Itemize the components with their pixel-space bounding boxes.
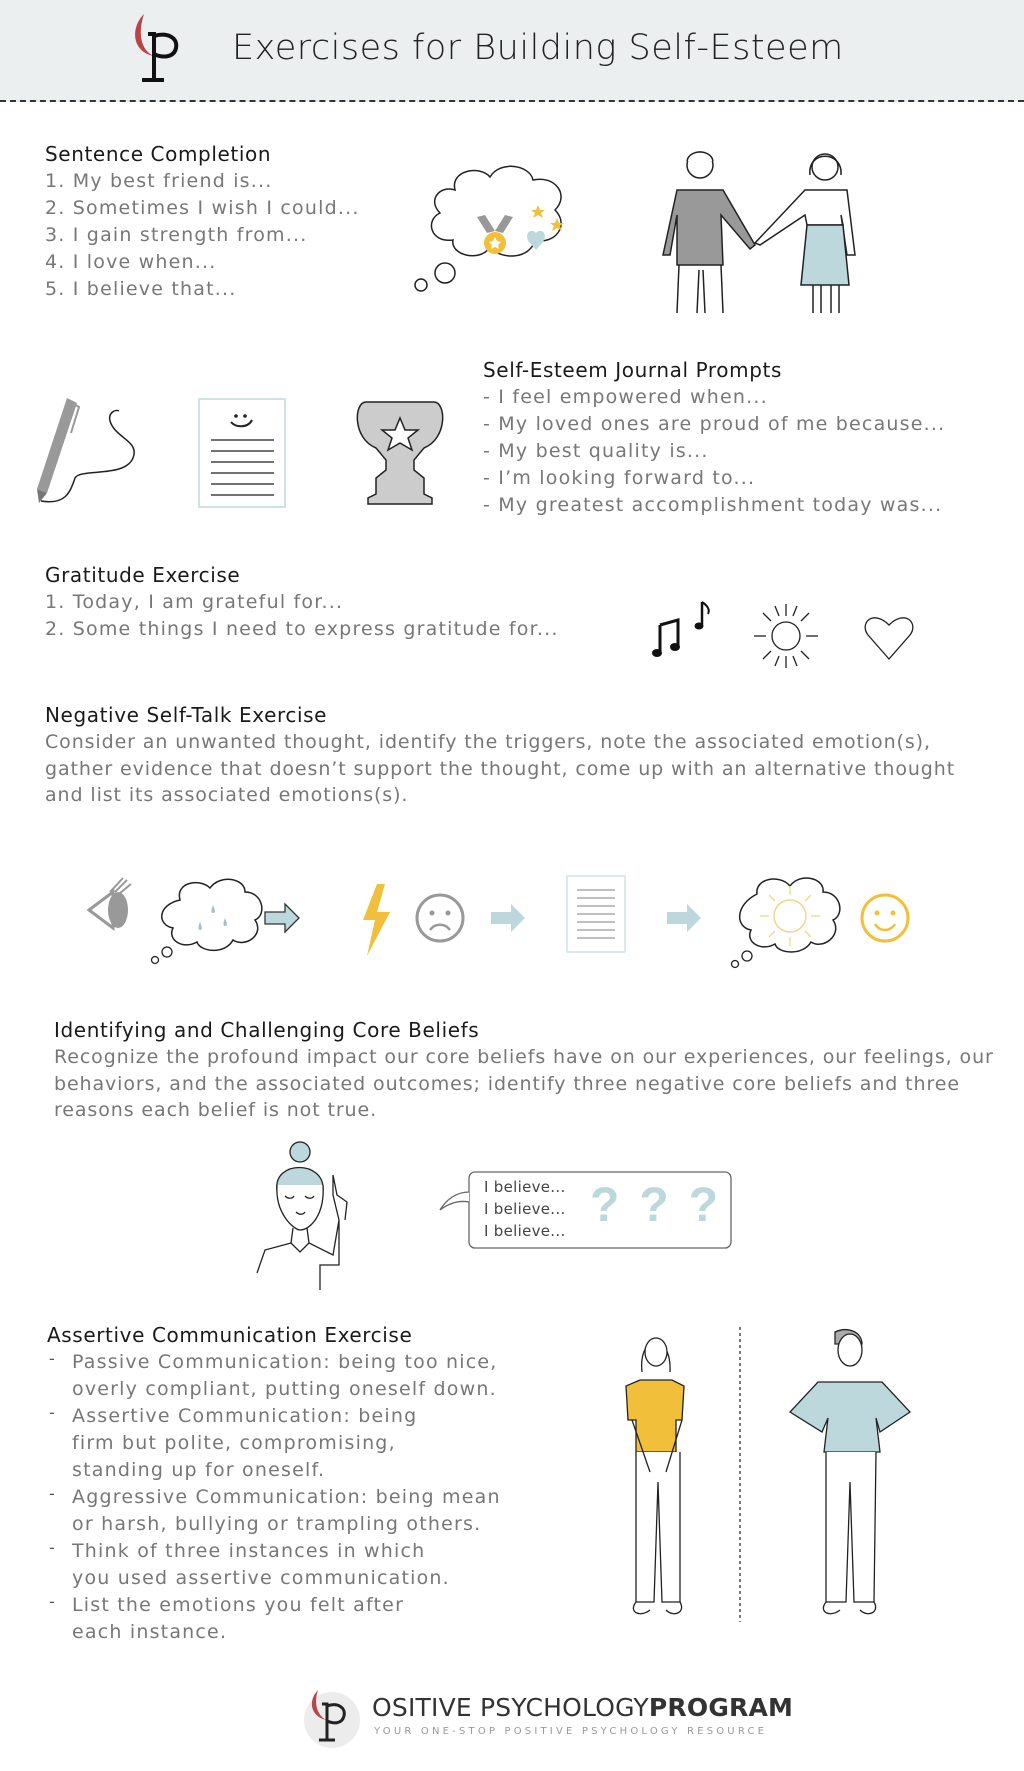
belief-lines <box>484 1176 566 1242</box>
section-gratitude <box>45 563 559 643</box>
happy-face-icon <box>862 895 908 941</box>
section-sentence-completion <box>45 142 360 303</box>
list-item: 1. My best friend is... <box>45 170 273 192</box>
couple-holding-hands-illustration <box>655 145 865 315</box>
list-item: - Aggressive Communication: being mean or harsh, bullying or trampling others. <box>47 1484 501 1538</box>
list-item: - Passive Communication: being too nice, overly compliant, putting oneself down. <box>47 1349 501 1403</box>
list-item: - My best quality is... <box>483 440 709 462</box>
sunny-cloud-icon <box>732 878 840 967</box>
sun-icon <box>750 600 822 672</box>
trophy-star-icon <box>352 398 448 506</box>
list-item: - I feel empowered when... <box>483 386 768 408</box>
psi-logo-icon <box>128 12 188 88</box>
question-marks-icon: ??? <box>590 1179 738 1232</box>
list-item: 1. Today, I am grateful for... <box>45 591 344 613</box>
list-item: - I’m looking forward to... <box>483 467 756 489</box>
header-banner <box>0 0 1024 102</box>
section-body: Recognize the profound impact our core beliefs have on our experiences, our feelings, our behaviors, and the associated outcomes; identify three negative core beliefs and three reasons each belief is not true. <box>54 1046 994 1121</box>
list-item: 3. I gain strength from... <box>45 224 308 246</box>
section-title: Assertive Communication Exercise <box>47 1323 413 1347</box>
thought-cloud-medal-icon <box>405 155 590 295</box>
lightning-bolt-icon <box>363 884 390 956</box>
evidence-document-icon <box>567 876 625 952</box>
footer-tagline: YOUR ONE-STOP POSITIVE PSYCHOLOGY RESOURCE <box>374 1726 768 1737</box>
belief-line: I believe... <box>484 1222 566 1240</box>
arrow-icon <box>667 904 701 932</box>
music-notes-icon <box>650 600 720 660</box>
section-title: Gratitude Exercise <box>45 563 241 587</box>
list-item: 2. Sometimes I wish I could... <box>45 197 360 219</box>
section-title: Identifying and Challenging Core Beliefs <box>54 1018 480 1042</box>
section-core-beliefs <box>54 1018 994 1124</box>
list-item: - My greatest accomplishment today was... <box>483 494 943 516</box>
rain-cloud-icon <box>152 879 262 963</box>
list-item: - My loved ones are proud of me because... <box>483 413 946 435</box>
journal-page-smiley-icon <box>198 398 288 510</box>
section-title: Sentence Completion <box>45 142 272 166</box>
arrow-icon <box>265 904 299 932</box>
footer-brand: OSITIVE PSYCHOLOGYPROGRAM <box>372 1693 794 1722</box>
section-title: Self-Esteem Journal Prompts <box>483 358 782 382</box>
sad-face-icon <box>417 895 463 941</box>
list-item: - Think of three instances in which you used assertive communication. <box>47 1538 501 1592</box>
list-item: - Assertive Communication: being firm but polite, compromising, standing up for oneself. <box>47 1403 501 1484</box>
list-item: - List the emotions you felt after each instance. <box>47 1592 501 1646</box>
arrow-icon <box>491 904 525 932</box>
footer-psi-logo-icon <box>300 1686 364 1750</box>
section-negative-self-talk <box>45 703 985 809</box>
section-assertive-communication <box>47 1323 501 1646</box>
list-item: 5. I believe that... <box>45 278 237 300</box>
negative-self-talk-flow-diagram <box>85 870 935 970</box>
passive-vs-aggressive-illustration <box>610 1322 920 1622</box>
woman-pointing-up-illustration <box>255 1140 385 1290</box>
list-item: 4. I love when... <box>45 251 217 273</box>
header-divider <box>0 100 1024 102</box>
section-body: Consider an unwanted thought, identify the triggers, note the associated emotion(s), gather evidence that doesn’t support the thought, come up with an alternative thought and list its associated emotions(s). <box>45 731 956 806</box>
belief-line: I believe... <box>484 1200 566 1218</box>
list-item: 2. Some things I need to express gratitude for... <box>45 618 559 640</box>
pen-icon <box>35 393 140 508</box>
belief-line: I believe... <box>484 1178 566 1196</box>
page-title: Exercises for Building Self-Esteem <box>232 28 844 68</box>
heart-outline-icon <box>863 613 915 661</box>
section-title: Negative Self-Talk Exercise <box>45 703 328 727</box>
eye-icon <box>89 878 131 928</box>
section-journal-prompts <box>483 358 945 519</box>
